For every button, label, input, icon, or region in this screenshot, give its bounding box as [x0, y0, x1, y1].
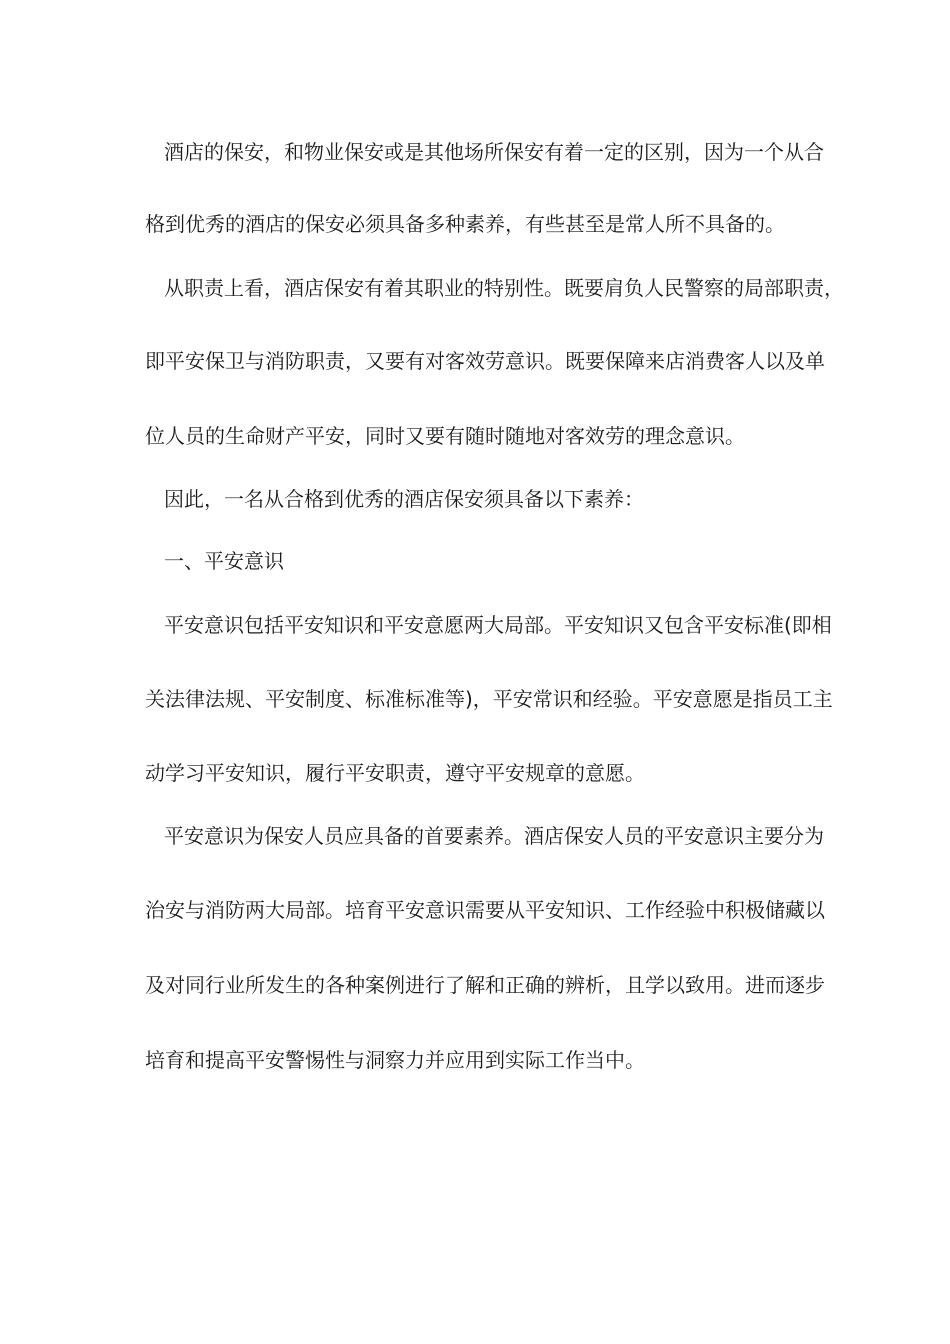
paragraph-5-line-1: 平安意识为保安人员应具备的首要素养。酒店保安人员的平安意识主要分为 — [164, 824, 824, 848]
paragraph-2-line-2: 即平安保卫与消防职责，又要有对客效劳意识。既要保障来店消费客人以及单 — [145, 349, 825, 373]
paragraph-4-line-2: 关法律法规、平安制度、标准标准等)，平安常识和经验。平安意愿是指员工主 — [145, 687, 833, 711]
paragraph-2-line-1: 从职责上看，酒店保安有着其职业的特别性。既要肩负人民警察的局部职责， — [164, 276, 844, 300]
paragraph-5-line-2: 治安与消防两大局部。培育平安意识需要从平安知识、工作经验中积极储藏以 — [145, 898, 825, 922]
paragraph-1-line-2: 格到优秀的酒店的保安必须具备多种素养，有些甚至是常人所不具备的。 — [145, 212, 785, 236]
paragraph-4-line-1: 平安意识包括平安知识和平安意愿两大局部。平安知识又包含平安标准(即相 — [164, 613, 832, 637]
paragraph-1-line-1: 酒店的保安，和物业保安或是其他场所保安有着一定的区别，因为一个从合 — [164, 140, 824, 164]
paragraph-3-line-1: 因此，一名从合格到优秀的酒店保安须具备以下素养： — [164, 487, 644, 511]
section-heading: 一、平安意识 — [164, 549, 284, 573]
paragraph-5-line-4: 培育和提高平安警惕性与洞察力并应用到实际工作当中。 — [145, 1048, 645, 1072]
paragraph-4-line-3: 动学习平安知识，履行平安职责，遵守平安规章的意愿。 — [145, 761, 645, 785]
paragraph-5-line-3: 及对同行业所发生的各种案例进行了解和正确的辨析，且学以致用。进而逐步 — [145, 973, 825, 997]
paragraph-2-line-3: 位人员的生命财产平安，同时又要有随时随地对客效劳的理念意识。 — [145, 424, 745, 448]
